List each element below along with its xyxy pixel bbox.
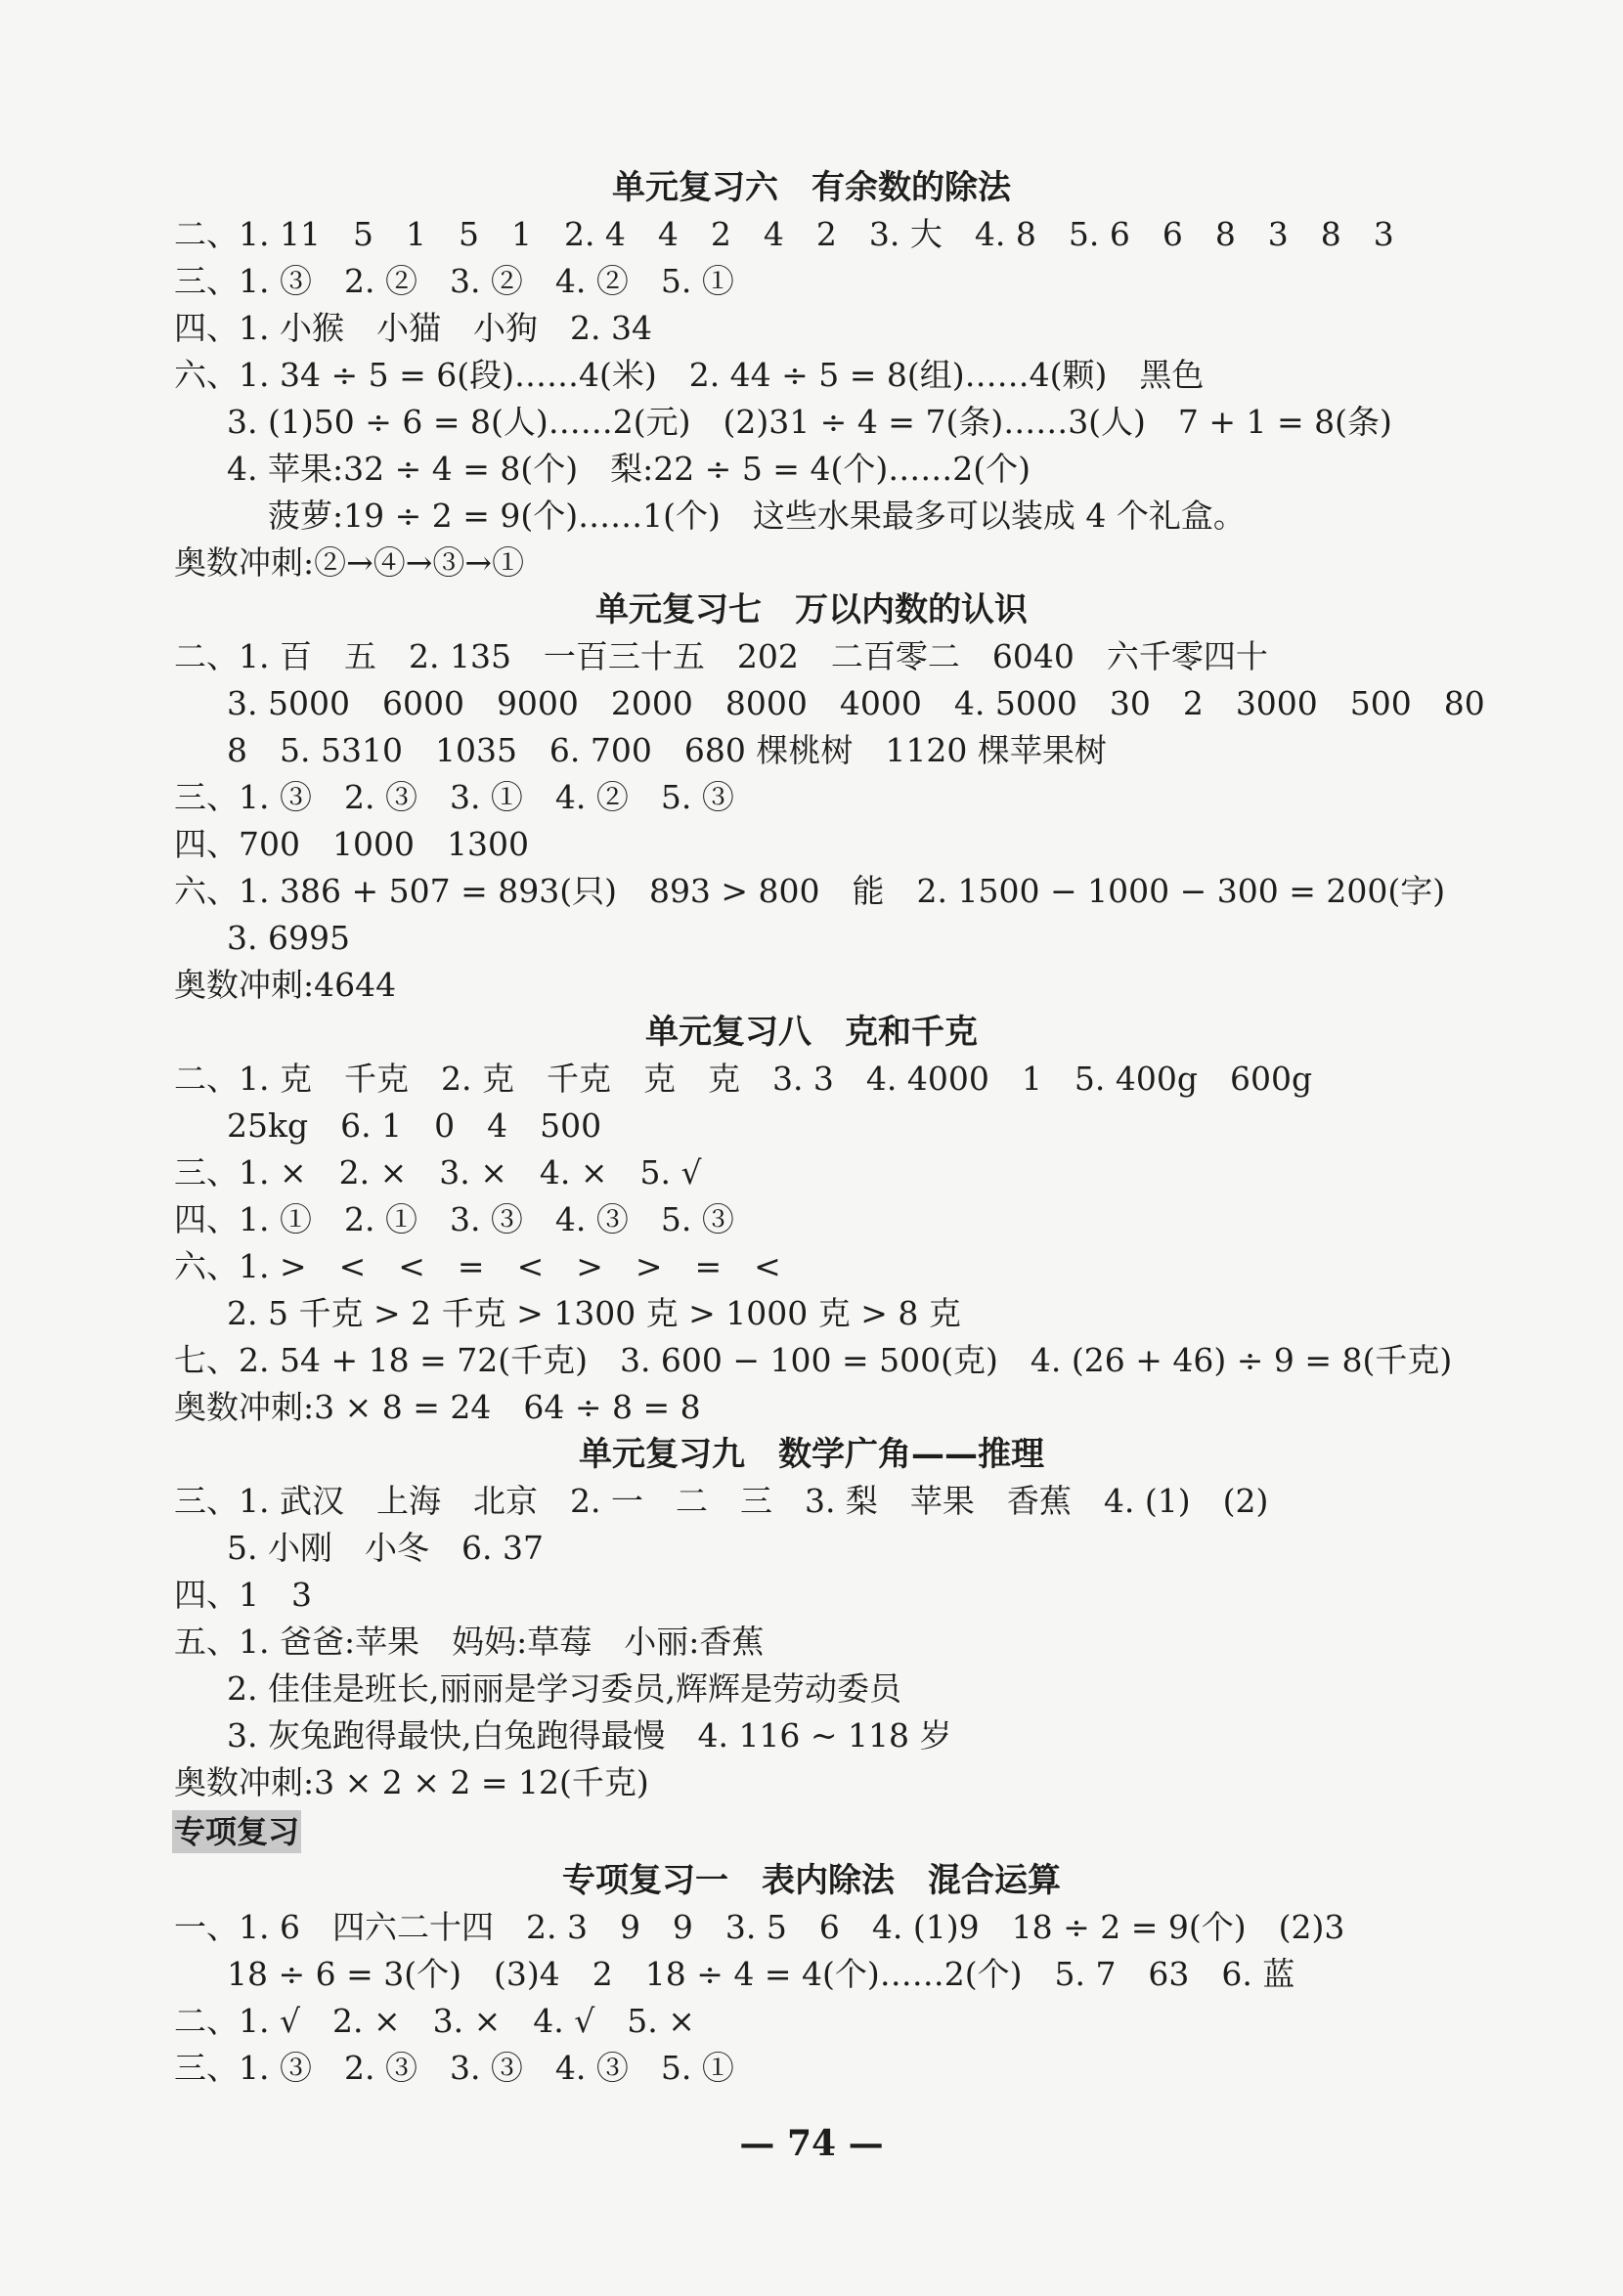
unit9-line-4: 五、1. 爸爸:苹果 妈妈:草莓 小丽:香蕉 <box>174 1623 765 1661</box>
unit8-line-4: 四、1. ① 2. ① 3. ③ 4. ③ 5. ③ <box>174 1200 734 1238</box>
unit9-line-5: 2. 佳佳是班长,丽丽是学习委员,辉辉是劳动委员 <box>227 1669 901 1708</box>
unit8-line-2: 25kg 6. 1 0 4 500 <box>227 1106 602 1145</box>
unit9-line-1: 三、1. 武汉 上海 北京 2. 一 二 三 3. 梨 苹果 香蕉 4. (1) (2) <box>174 1482 1269 1520</box>
special-line-3: 二、1. √ 2. × 3. × 4. √ 5. × <box>174 2002 695 2040</box>
unit8-line-5: 六、1. > < < = < > > = < <box>174 1247 781 1285</box>
unit8-line-1: 二、1. 克 千克 2. 克 千克 克 克 3. 3 4. 4000 1 5. 400g 600g <box>174 1060 1313 1098</box>
page-number: — 74 — <box>739 2123 884 2164</box>
unit7-line-3: 8 5. 5310 1035 6. 700 680 棵桃树 1120 棵苹果树 <box>227 731 1107 769</box>
unit8-title: 单元复习八 克和千克 <box>645 1013 978 1052</box>
unit8-line-6: 2. 5 千克 > 2 千克 > 1300 克 > 1000 克 > 8 克 <box>227 1294 961 1332</box>
unit9-line-3: 四、1 3 <box>174 1576 312 1614</box>
unit6-line-6: 4. 苹果:32 ÷ 4 = 8(个) 梨:22 ÷ 5 = 4(个)……2(个) <box>227 450 1031 488</box>
unit6-line-7: 菠萝:19 ÷ 2 = 9(个)……1(个) 这些水果最多可以装成 4 个礼盒。 <box>268 497 1246 535</box>
unit7-line-5: 四、700 1000 1300 <box>174 825 529 863</box>
unit7-line-6: 六、1. 386 + 507 = 893(只) 893 > 800 能 2. 1500 − 1000 − 300 = 200(字) <box>174 872 1446 910</box>
unit6-line-4: 六、1. 34 ÷ 5 = 6(段)……4(米) 2. 44 ÷ 5 = 8(组)……4(颗) 黑色 <box>174 356 1205 394</box>
unit9-line-2: 5. 小刚 小冬 6. 37 <box>227 1529 544 1567</box>
unit6-title: 单元复习六 有余数的除法 <box>612 168 1011 207</box>
unit9-title: 单元复习九 数学广角——推理 <box>579 1435 1044 1474</box>
unit6-line-5: 3. (1)50 ÷ 6 = 8(人)……2(元) (2)31 ÷ 4 = 7(条)……3(人) 7 + 1 = 8(条) <box>227 403 1392 441</box>
unit8-line-7: 七、2. 54 + 18 = 72(千克) 3. 600 − 100 = 500(克) 4. (26 + 46) ÷ 9 = 8(千克) <box>174 1341 1453 1379</box>
special-title: 专项复习一 表内除法 混合运算 <box>562 1861 1061 1900</box>
unit6-line-1: 二、1. 11 5 1 5 1 2. 4 4 2 4 2 3. 大 4. 8 5. 6 6 8 3 8 3 <box>174 215 1394 253</box>
special-line-1: 一、1. 6 四六二十四 2. 3 9 9 3. 5 6 4. (1)9 18 ÷ 2 = 9(个) (2)3 <box>174 1908 1345 1946</box>
unit8-line-8: 奥数冲刺:3 × 8 = 24 64 ÷ 8 = 8 <box>174 1388 701 1426</box>
unit6-line-2: 三、1. ③ 2. ② 3. ② 4. ② 5. ① <box>174 262 734 300</box>
unit7-line-1: 二、1. 百 五 2. 135 一百三十五 202 二百零二 6040 六千零四十 <box>174 637 1268 675</box>
unit6-line-3: 四、1. 小猴 小猫 小狗 2. 34 <box>174 309 652 347</box>
unit7-title: 单元复习七 万以内数的认识 <box>595 590 1028 629</box>
unit7-line-2: 3. 5000 6000 9000 2000 8000 4000 4. 5000 30 2 3000 500 80 <box>227 684 1485 722</box>
unit9-line-6: 3. 灰兔跑得最快,白兔跑得最慢 4. 116 ~ 118 岁 <box>227 1716 952 1754</box>
special-line-2: 18 ÷ 6 = 3(个) (3)4 2 18 ÷ 4 = 4(个)……2(个) 5. 7 63 6. 蓝 <box>227 1955 1295 1993</box>
special-line-4: 三、1. ③ 2. ③ 3. ③ 4. ③ 5. ① <box>174 2049 734 2087</box>
unit9-line-7: 奥数冲刺:3 × 2 × 2 = 12(千克) <box>174 1763 649 1801</box>
section-tag: 专项复习 <box>172 1810 301 1853</box>
unit6-line-8: 奥数冲刺:②→④→③→① <box>174 543 525 582</box>
unit7-line-8: 奥数冲刺:4644 <box>174 966 397 1004</box>
unit7-line-4: 三、1. ③ 2. ③ 3. ① 4. ② 5. ③ <box>174 778 734 816</box>
unit7-line-7: 3. 6995 <box>227 919 350 957</box>
unit8-line-3: 三、1. × 2. × 3. × 4. × 5. √ <box>174 1153 702 1191</box>
